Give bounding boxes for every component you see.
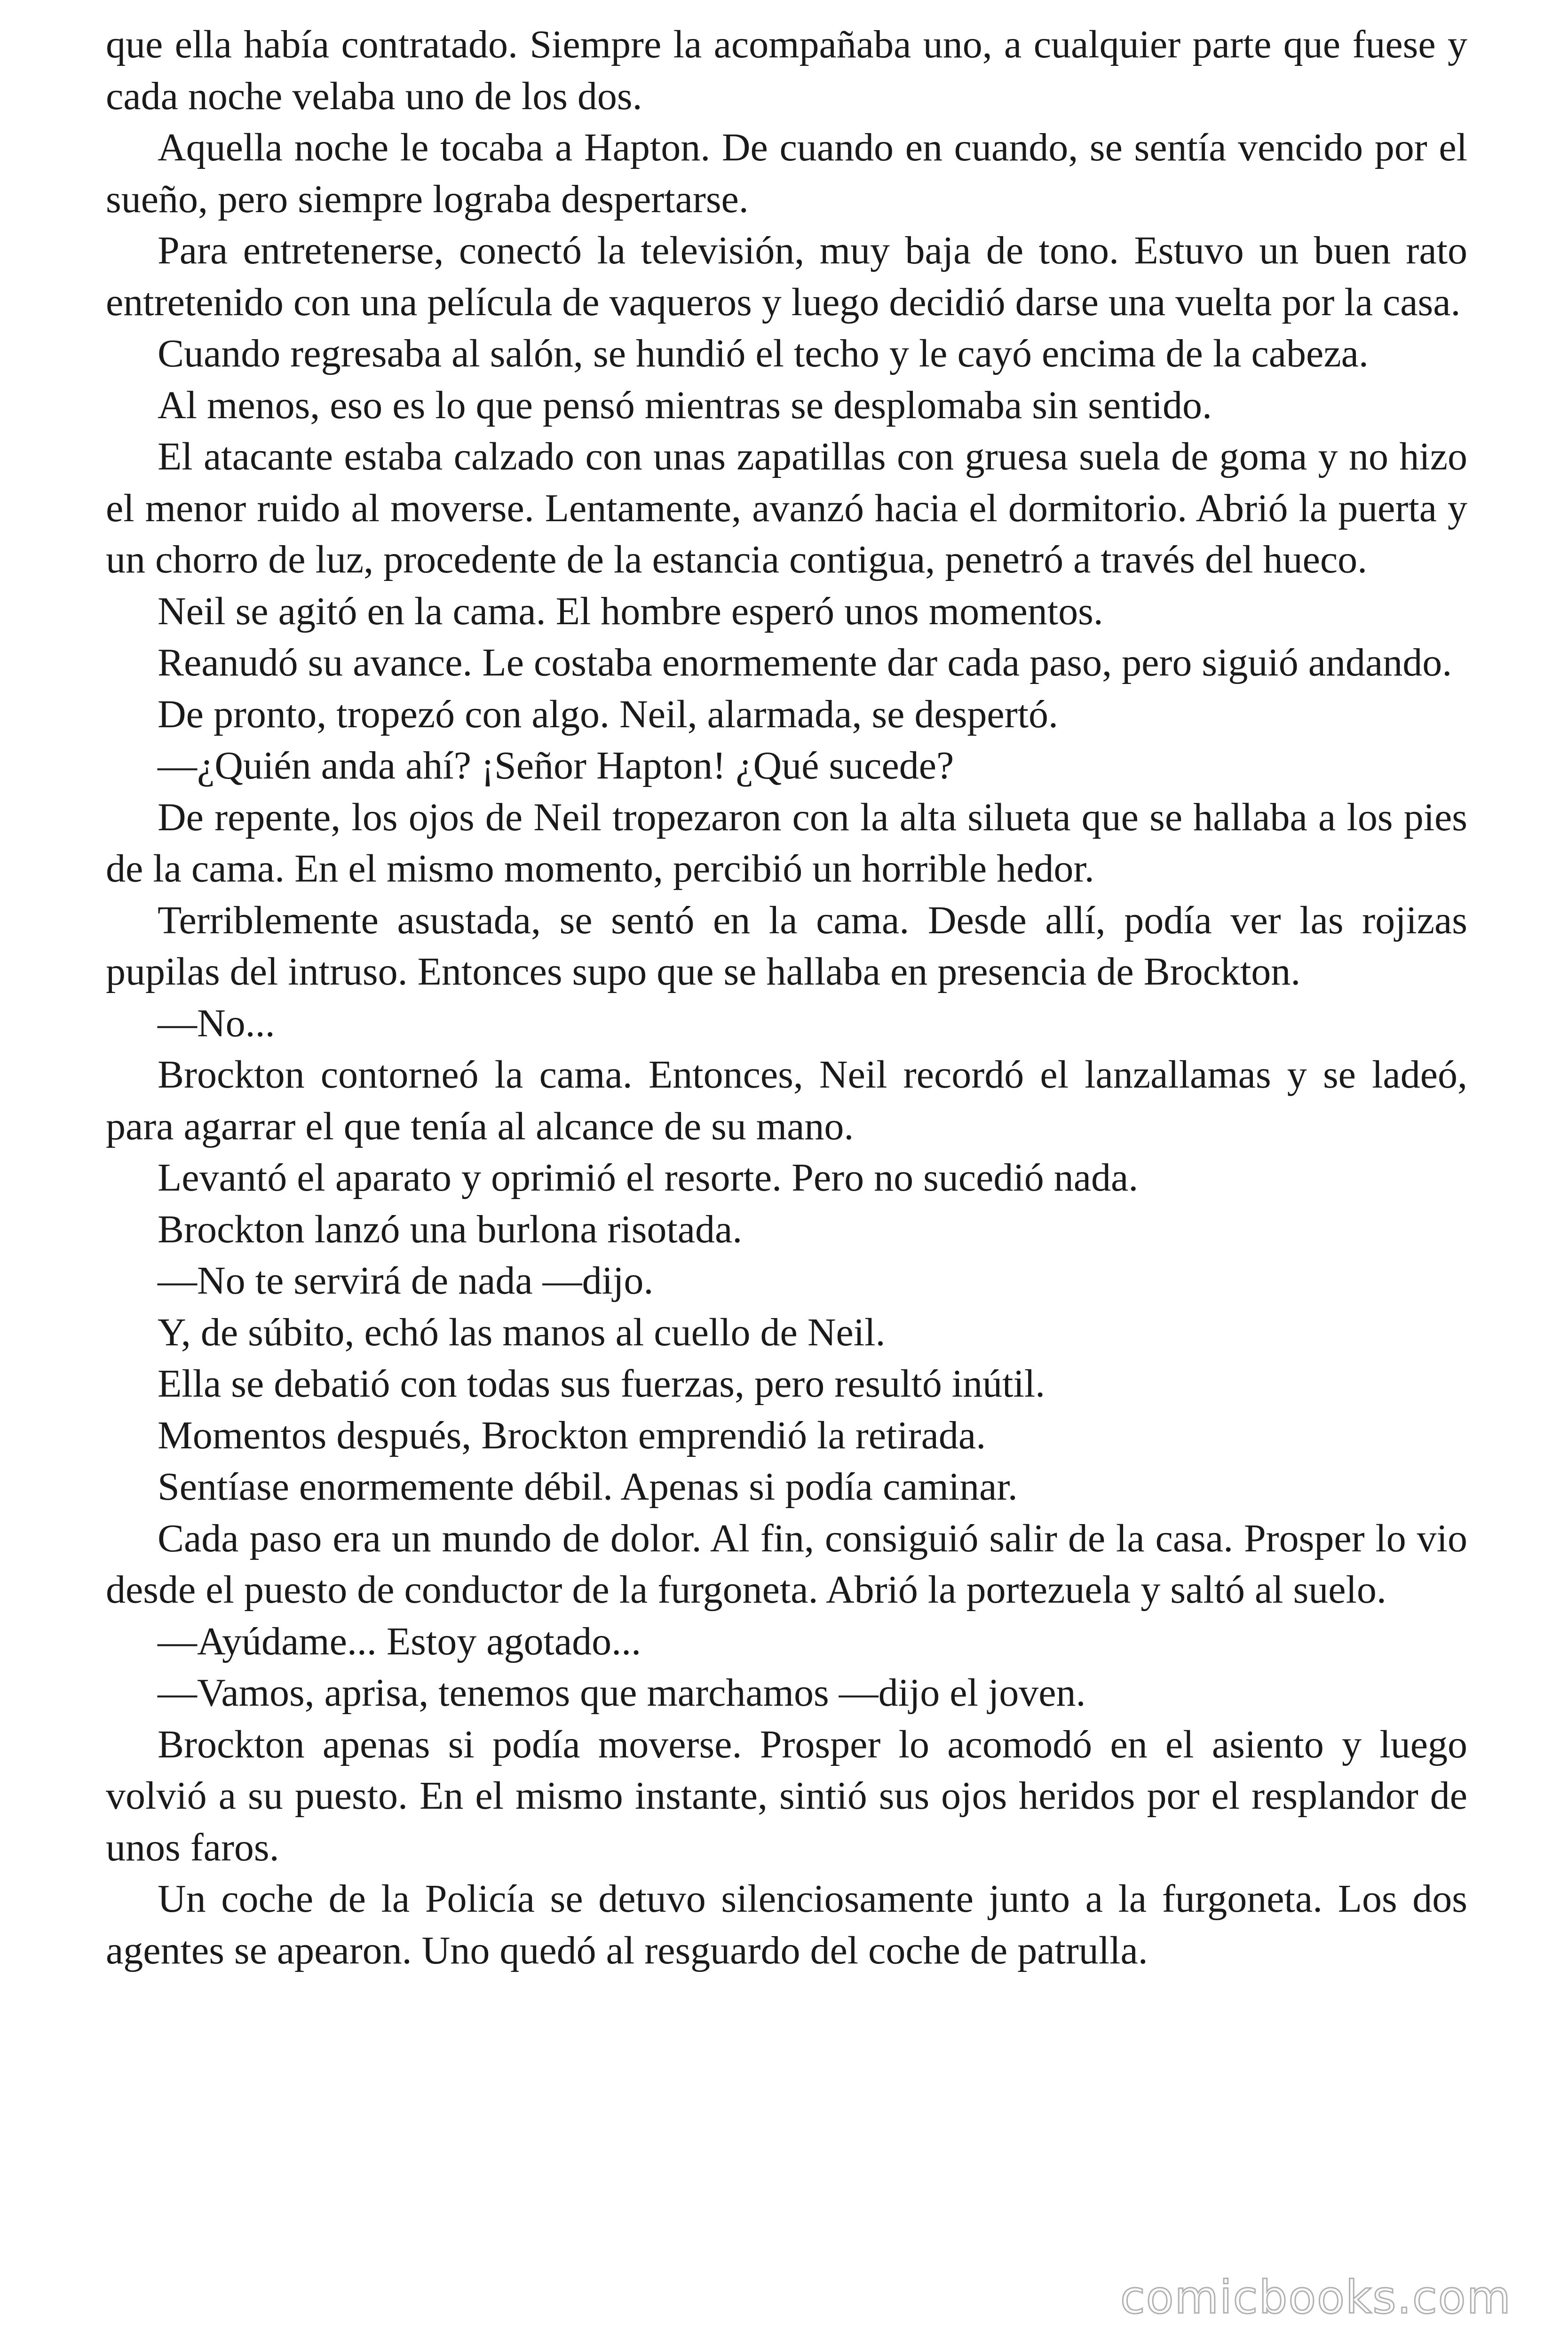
watermark: comicbooks.com	[1120, 2271, 1512, 2324]
paragraph-17: —No te servirá de nada —dijo.	[158, 1259, 654, 1303]
paragraph-11: De repente, los ojos de Neil tropezaron con la alta silueta que se hallaba a los pies de la cama. En el mismo momento, percibió un horrible hedor.	[106, 795, 1467, 890]
paragraph-18: Y, de súbito, echó las manos al cuello de Neil.	[158, 1310, 886, 1354]
paragraph-8: Reanudó su avance. Le costaba enormemente dar cada paso, pero siguió andando.	[158, 641, 1452, 684]
paragraph-16: Brockton lanzó una burlona risotada.	[158, 1207, 743, 1251]
paragraph-1: que ella había contratado. Siempre la acompañaba uno, a cualquier parte que fuese y cada noche velaba uno de los dos.	[106, 23, 1467, 118]
paragraph-2: Aquella noche le tocaba a Hapton. De cuando en cuando, se sentía vencido por el sueño, pero siempre lograba despertarse.	[106, 126, 1467, 221]
paragraph-21: Sentíase enormemente débil. Apenas si podía caminar.	[158, 1465, 1018, 1509]
paragraph-5: Al menos, eso es lo que pensó mientras se desplomaba sin sentido.	[158, 383, 1212, 427]
paragraph-9: De pronto, tropezó con algo. Neil, alarmada, se despertó.	[158, 692, 1058, 736]
paragraph-10: —¿Quién anda ahí? ¡Señor Hapton! ¿Qué sucede?	[158, 744, 954, 787]
paragraph-24: —Vamos, aprisa, tenemos que marchamos —dijo el joven.	[158, 1671, 1086, 1715]
paragraph-12: Terriblemente asustada, se sentó en la cama. Desde allí, podía ver las rojizas pupilas del intruso. Entonces supo que se hallaba en presencia de Brockton.	[106, 898, 1467, 993]
paragraph-20: Momentos después, Brockton emprendió la retirada.	[158, 1413, 986, 1457]
paragraph-13: —No...	[158, 1001, 275, 1045]
paragraph-22: Cada paso era un mundo de dolor. Al fin, consiguió salir de la casa. Prosper lo vio desde el puesto de conductor de la furgoneta. Abrió la portezuela y saltó al suelo.	[106, 1516, 1467, 1612]
paragraph-15: Levantó el aparato y oprimió el resorte. Pero no sucedió nada.	[158, 1156, 1139, 1200]
paragraph-26: Un coche de la Policía se detuvo silenciosamente junto a la furgoneta. Los dos agentes se apearon. Uno quedó al resguardo del coche de patrulla.	[106, 1877, 1467, 1972]
paragraph-7: Neil se agitó en la cama. El hombre esperó unos momentos.	[158, 589, 1103, 633]
paragraph-14: Brockton contorneó la cama. Entonces, Neil recordó el lanzallamas y se ladeó, para agarrar el que tenía al alcance de su mano.	[106, 1053, 1467, 1148]
paragraph-6: El atacante estaba calzado con unas zapatillas con gruesa suela de goma y no hizo el menor ruido al moverse. Lentamente, avanzó hacia el dormitorio. Abrió la puerta y un chorro de luz, procedente de la estancia contigua, penetró a través del hueco.	[106, 435, 1467, 581]
paragraph-4: Cuando regresaba al salón, se hundió el techo y le cayó encima de la cabeza.	[158, 332, 1369, 375]
paragraph-3: Para entretenerse, conectó la televisión, muy baja de tono. Estuvo un buen rato entretenido con una película de vaqueros y luego decidió darse una vuelta por la casa.	[106, 229, 1467, 324]
page-body	[106, 19, 1467, 1976]
paragraph-25: Brockton apenas si podía moverse. Prosper lo acomodó en el asiento y luego volvió a su puesto. En el mismo instante, sintió sus ojos heridos por el resplandor de unos faros.	[106, 1722, 1467, 1869]
paragraph-19: Ella se debatió con todas sus fuerzas, pero resultó inútil.	[158, 1362, 1045, 1406]
paragraph-23: —Ayúdame... Estoy agotado...	[158, 1619, 641, 1663]
